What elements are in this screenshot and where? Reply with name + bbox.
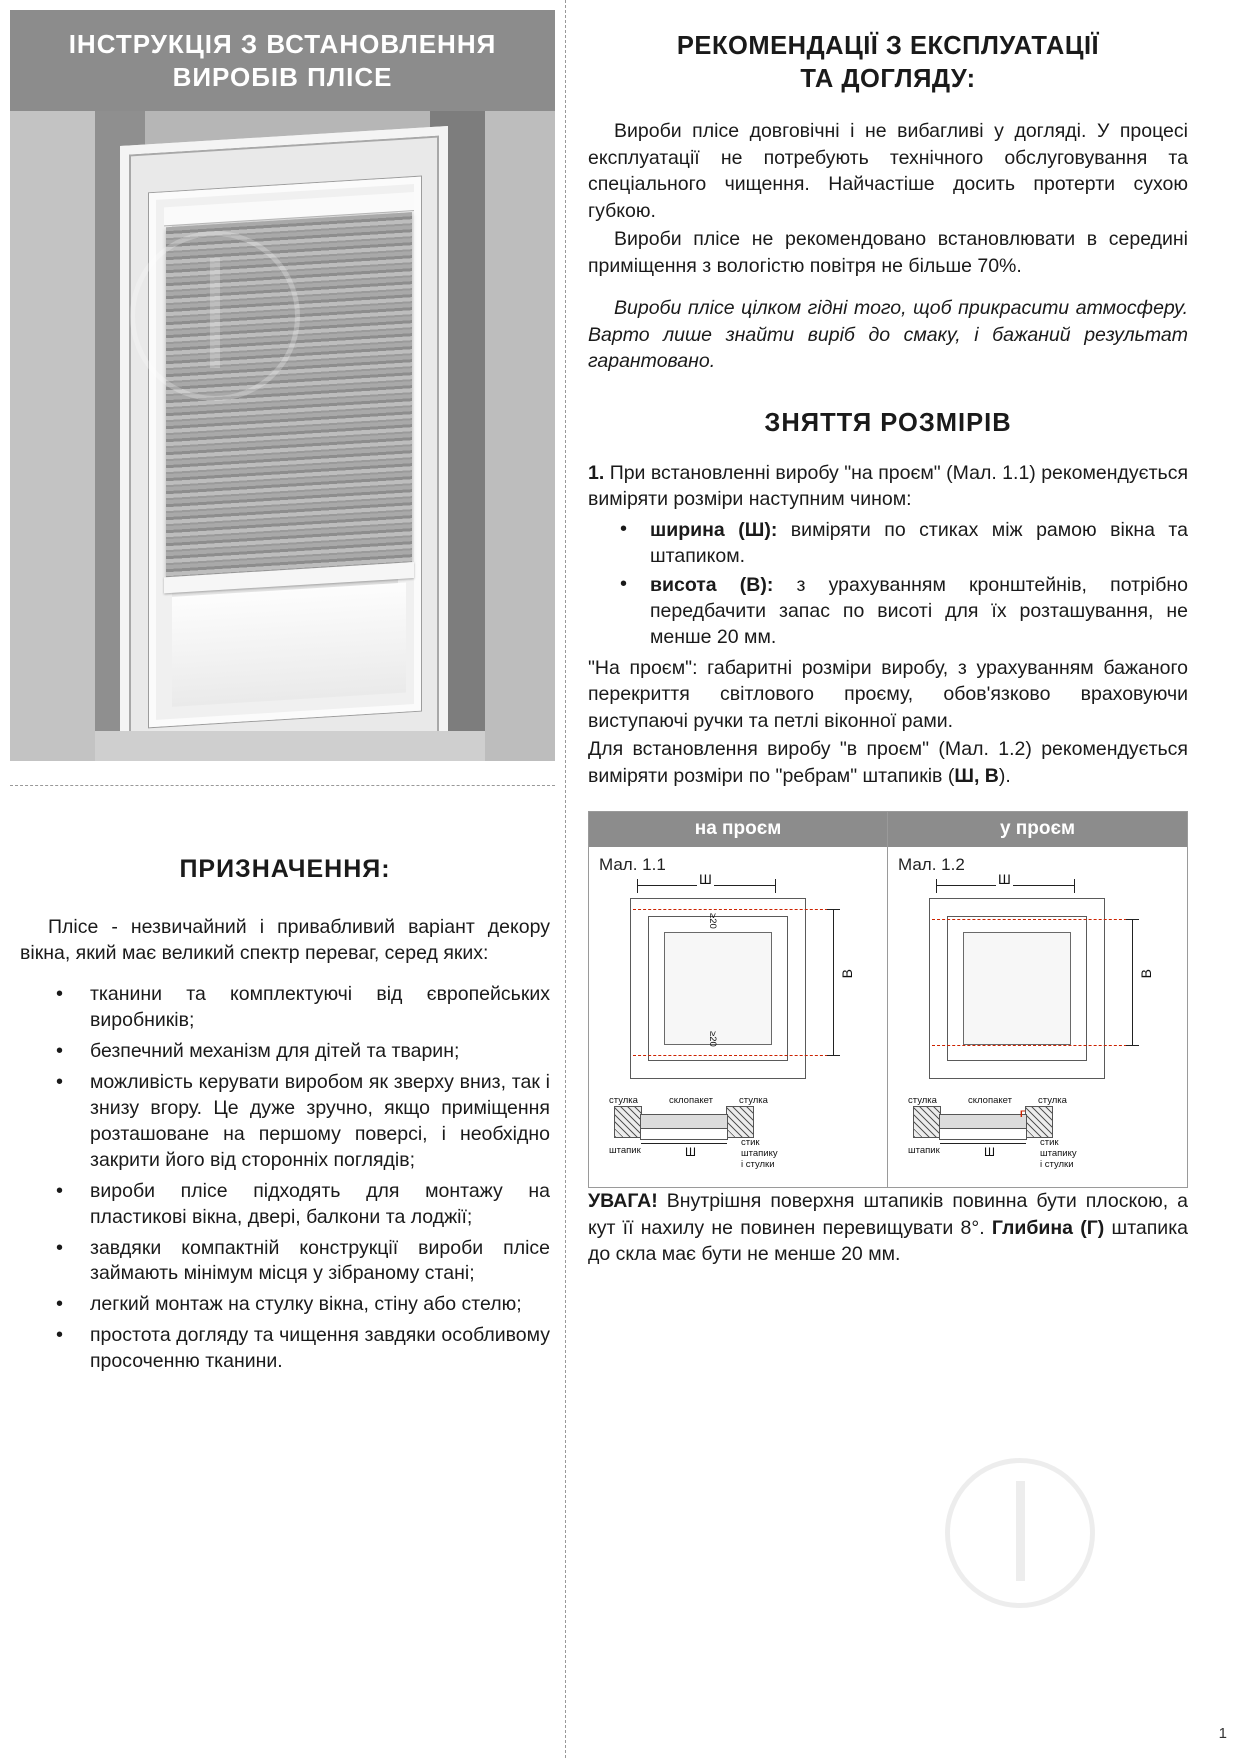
- label-stik-shtapik: штапику: [741, 1148, 778, 1160]
- left-column: [10, 10, 555, 1748]
- gap-top-label: ≥20: [707, 913, 718, 929]
- horizontal-divider: [10, 785, 555, 786]
- right-column: [588, 30, 1188, 1270]
- list-item: • легкий монтаж на стулку вікна, стіну або стелю;: [20, 1292, 550, 1318]
- measuring-paragraph-2: "На проєм": габаритні розміри виробу, з урахуванням бажаного перекриття світлового проєму, обов'язково враховуючи виступаючі ручки та петлі віконної рами.: [588, 656, 1188, 732]
- instruction-title-banner: [10, 10, 555, 111]
- width-dim-label-2: Ш: [998, 871, 1011, 888]
- section-sash-left-2: [914, 1107, 940, 1137]
- label-stulka-left: стулка: [609, 1095, 638, 1107]
- window-drawing-glass-1-2: [964, 933, 1070, 1044]
- section-width-label: Ш: [685, 1145, 696, 1160]
- warning-text-2: штапика до скла має бути не менше 20 мм.: [588, 1216, 1189, 1266]
- diagram-body-in-opening: [888, 847, 1187, 1187]
- diagram-header-on-opening: на проєм: [589, 812, 887, 847]
- watermark-icon: [130, 231, 300, 401]
- section-width-dim-2: [940, 1143, 1026, 1144]
- watermark-secondary-icon: [945, 1458, 1095, 1608]
- section-drawing-1-2: [908, 1093, 1163, 1171]
- height-dim-label: В: [839, 969, 855, 979]
- list-item: • тканини та комплектуючі від європейських виробників;: [20, 982, 550, 1034]
- photo-wall-right: [485, 111, 555, 761]
- height-dim-line: [833, 909, 834, 1055]
- figure-label-1-2: Мал. 1.2: [898, 855, 965, 875]
- label-stik-shtapik-2: штапику: [1040, 1148, 1077, 1160]
- measuring-step-text: При встановленні виробу "на проєм" (Мал. 1.1) рекомендується виміряти розміри наступним чином:: [588, 461, 1188, 511]
- width-text: виміряти по стиках між рамою вікна та штапиком.: [650, 518, 1188, 568]
- warning-paragraph: [588, 1188, 1188, 1268]
- width-dim-tick-left: [637, 879, 638, 893]
- section-glass-unit: [641, 1115, 727, 1129]
- banner-line-1: ІНСТРУКЦІЯ З ВСТАНОВЛЕННЯ: [68, 29, 497, 59]
- label-stulka-left-2: стулка: [908, 1095, 937, 1107]
- label-steklopaket: склопакет: [669, 1095, 713, 1107]
- section-glass-unit-2: [940, 1115, 1026, 1129]
- care-paragraph-1: Вироби пліcе довговічні і не вибагливі у догляді. У процесі експлуатації не потребують технічного обслуговування та спеціального чищення. Найчастіше досить протерти сухою губкою.: [588, 120, 1188, 222]
- list-item: • завдяки компактній конструкції вироби пліcе займають мінімум місця у зібраному стані;: [20, 1236, 550, 1288]
- photo-window-frame: [120, 126, 448, 761]
- overlap-line-top: [633, 909, 833, 910]
- overlap-line-bottom-2: [932, 1045, 1132, 1046]
- width-dim-tick-right: [775, 879, 776, 893]
- purpose-title: ПРИЗНАЧЕННЯ:: [179, 855, 391, 883]
- diagram-header-in-opening: у проєм: [888, 812, 1187, 847]
- label-stik: стик: [741, 1137, 760, 1149]
- section-sash-right-2: [1026, 1107, 1052, 1137]
- overlap-line-bottom: [633, 1055, 833, 1056]
- purpose-bullet-list: [20, 982, 550, 1375]
- overlap-line-top-2: [932, 919, 1132, 920]
- care-paragraph-2: Вироби пліcе не рекомендовано встановлювати в середині приміщення з вологістю повітря не більше 70%.: [588, 228, 1188, 277]
- product-photo: [10, 111, 555, 761]
- measuring-p3-bold: Ш, В: [954, 764, 999, 787]
- height-dim-tick-top: [827, 909, 840, 910]
- width-label: ширина (Ш):: [650, 518, 778, 541]
- warning-text-1: Внутрішня поверхня штапиків повинна бути плоскою, а кут її нахилу не повинен перевищувати 8°.: [588, 1190, 1188, 1239]
- care-title-line-1: РЕКОМЕНДАЦІЇ З ЕКСПЛУАТАЦІЇ: [676, 32, 1100, 60]
- label-shtapik: штапик: [609, 1145, 641, 1157]
- height-dim-tick-top-2: [1126, 919, 1139, 920]
- width-dim-tick-left-2: [936, 879, 937, 893]
- section-beading: [641, 1129, 727, 1139]
- window-drawing-1-1: [631, 899, 805, 1078]
- height-text: з урахуванням кронштейнів, потрібно передбачити запас по висоті для їх розташування, не менше 20 мм.: [650, 573, 1188, 649]
- section-sash-left: [615, 1107, 641, 1137]
- height-dim-line-2: [1132, 919, 1133, 1045]
- measuring-diagram-table: [588, 811, 1188, 1188]
- window-drawing-1-2: [930, 899, 1104, 1078]
- purpose-section: [20, 855, 550, 1380]
- measuring-p3-b: ).: [998, 764, 1011, 787]
- vertical-divider: [565, 0, 566, 1758]
- window-drawing-glass-1-1: [665, 933, 771, 1044]
- height-dim-tick-bottom-2: [1126, 1045, 1139, 1046]
- section-sash-right: [727, 1107, 753, 1137]
- measuring-step-number: 1.: [588, 461, 605, 484]
- measuring-paragraph-1: [588, 460, 1188, 513]
- height-dim-label-2: В: [1138, 969, 1154, 979]
- list-item: • простота догляду та чищення завдяки особливому просоченню тканини.: [20, 1323, 550, 1375]
- height-label: висота (В):: [650, 573, 774, 596]
- window-drawing-sash-1-2: [948, 917, 1086, 1060]
- section-width-label-2: Ш: [984, 1145, 995, 1160]
- measuring-p3-a: Для встановлення виробу "в проєм" (Мал. 1.2) рекомендується виміряти розміри по "ребрам" штапиків (: [588, 738, 1188, 787]
- photo-window-sill: [95, 731, 485, 761]
- label-stulka-right-2: стулка: [1038, 1095, 1067, 1107]
- width-dim-label: Ш: [699, 871, 712, 888]
- gap-bottom-label: ≥20: [707, 1031, 718, 1047]
- photo-glass-open-area: [172, 582, 406, 706]
- label-stik-2: стик: [1040, 1137, 1059, 1149]
- diagram-cell-on-opening: [589, 812, 888, 1187]
- list-item: • можливість керувати виробом як зверху вниз, так і знизу вгору. Це дуже зручно, якщо приміщення розташоване на першому поверсі, і необхідно закрити його від сторонніх поглядів;: [20, 1070, 550, 1174]
- label-stik-stulka: і стулки: [741, 1159, 775, 1171]
- measuring-bullet-list: [588, 517, 1188, 651]
- photo-wall-left: [10, 111, 95, 761]
- list-item: • безпечний механізм для дітей та тварин;: [20, 1039, 550, 1065]
- purpose-intro: Пліcе - незвичайний і привабливий варіант декору вікна, який має великий спектр переваг, серед яких:: [20, 916, 550, 965]
- page-number: 1: [1218, 1725, 1227, 1742]
- label-stik-stulka-2: і стулки: [1040, 1159, 1074, 1171]
- section-drawing-1-1: [609, 1093, 864, 1171]
- label-stulka-right: стулка: [739, 1095, 768, 1107]
- measuring-paragraph-3: [588, 736, 1188, 789]
- diagram-cell-in-opening: [888, 812, 1187, 1187]
- section-width-dim: [641, 1143, 727, 1144]
- measuring-title: ЗНЯТТЯ РОЗМІРІВ: [764, 408, 1012, 437]
- label-shtapik-2: штапик: [908, 1145, 940, 1157]
- height-dim-tick-bottom: [827, 1055, 840, 1056]
- warning-depth-label: Глибина (Г): [991, 1216, 1105, 1239]
- care-title-line-2: ТА ДОГЛЯДУ:: [800, 65, 976, 94]
- list-item: [588, 572, 1188, 651]
- care-recommendations-title: [588, 30, 1188, 96]
- care-paragraph-3: Вироби пліcе цілком гідні того, щоб прикрасити атмосферу. Варто лише знайти виріб до смаку, і бажаний результат гарантовано.: [588, 297, 1188, 373]
- figure-label-1-1: Мал. 1.1: [599, 855, 666, 875]
- window-drawing-sash-1-1: [649, 917, 787, 1060]
- width-dim-tick-right-2: [1074, 879, 1075, 893]
- depth-label-g: Г: [1020, 1109, 1026, 1121]
- label-steklopaket-2: склопакет: [968, 1095, 1012, 1107]
- list-item: [588, 517, 1188, 570]
- banner-line-2: ВИРОБІВ ПЛІСЕ: [172, 62, 393, 93]
- warning-label: УВАГА!: [588, 1190, 658, 1213]
- list-item: • вироби пліcе підходять для монтажу на пластикові вікна, двері, балкони та лоджії;: [20, 1179, 550, 1231]
- diagram-body-on-opening: [589, 847, 887, 1187]
- section-beading-2: [940, 1129, 1026, 1139]
